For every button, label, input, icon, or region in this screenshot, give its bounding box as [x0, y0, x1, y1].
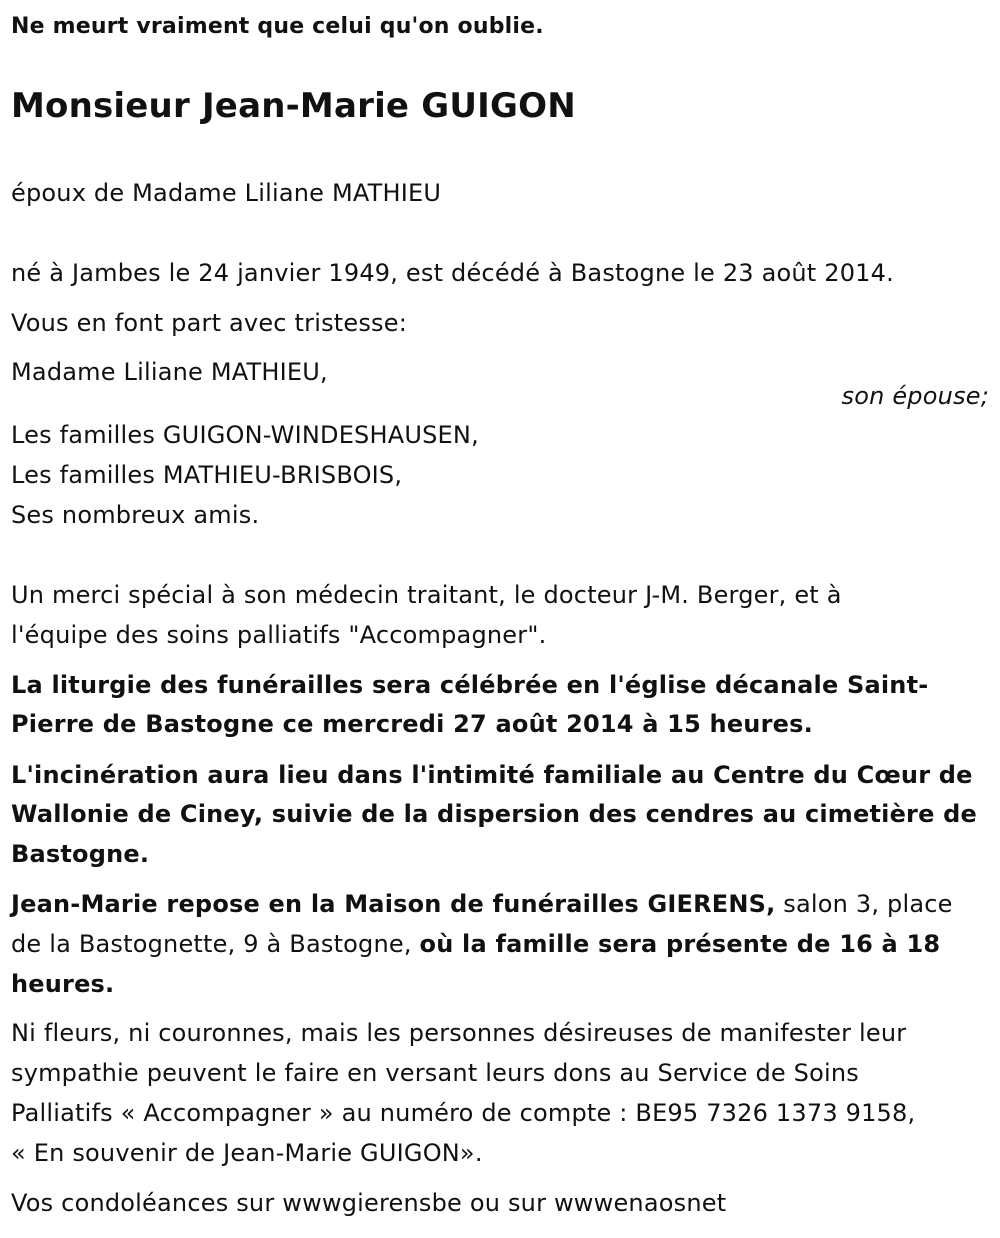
liturgy-line-2: Pierre de Bastogne ce mercredi 27 août 2014 à 15 heures. [11, 710, 813, 738]
spouse-role: son épouse; [841, 382, 989, 410]
reposing-line-1 [11, 889, 953, 919]
thanks-line-2: l'équipe des soins palliatifs "Accompagner". [11, 621, 547, 649]
reposing-normal-1: salon 3, place [775, 890, 953, 918]
donations-line-4: « En souvenir de Jean-Marie GUIGON». [11, 1139, 483, 1167]
motto: Ne meurt vraiment que celui qu'on oublie. [11, 14, 544, 39]
spouse-name: Madame Liliane MATHIEU, [11, 358, 328, 386]
family-line: Les familles GUIGON-WINDESHAUSEN, [11, 421, 479, 449]
reposing-bold-1: Jean-Marie repose en la Maison de funérailles GIERENS, [11, 890, 776, 918]
thanks-line-1: Un merci spécial à son médecin traitant, le docteur J-M. Berger, et à [11, 581, 842, 609]
donations-line-2: sympathie peuvent le faire en versant leurs dons au Service de Soins [11, 1059, 859, 1087]
deceased-name: Monsieur Jean-Marie GUIGON [11, 86, 576, 126]
reposing-normal-2: de la Bastognette, 9 à Bastogne, [11, 930, 420, 958]
donations-line-3: Palliatifs « Accompagner » au numéro de compte : BE95 7326 1373 9158, [11, 1099, 916, 1127]
incineration-line-1: L'incinération aura lieu dans l'intimité familiale au Centre du Cœur de [11, 761, 973, 789]
condolences-line: Vos condoléances sur wwwgierensbe ou sur wwwenaosnet [11, 1189, 727, 1217]
incineration-line-2: Wallonie de Ciney, suivie de la dispersion des cendres au cimetière de [11, 800, 977, 828]
incineration-line-3: Bastogne. [11, 840, 150, 868]
birth-death: né à Jambes le 24 janvier 1949, est décédé à Bastogne le 23 août 2014. [11, 259, 894, 287]
reposing-bold-2: où la famille sera présente de 16 à 18 [419, 930, 941, 958]
reposing-line-2 [11, 929, 940, 959]
announce-intro: Vous en font part avec tristesse: [11, 309, 408, 337]
family-line: Les familles MATHIEU-BRISBOIS, [11, 461, 403, 489]
liturgy-line-1: La liturgie des funérailles sera célébrée en l'église décanale Saint- [11, 671, 929, 699]
donations-line-1: Ni fleurs, ni couronnes, mais les personnes désireuses de manifester leur [11, 1019, 907, 1047]
reposing-line-3: heures. [11, 970, 115, 998]
family-line: Ses nombreux amis. [11, 501, 260, 529]
spouse-of: époux de Madame Liliane MATHIEU [11, 179, 442, 207]
